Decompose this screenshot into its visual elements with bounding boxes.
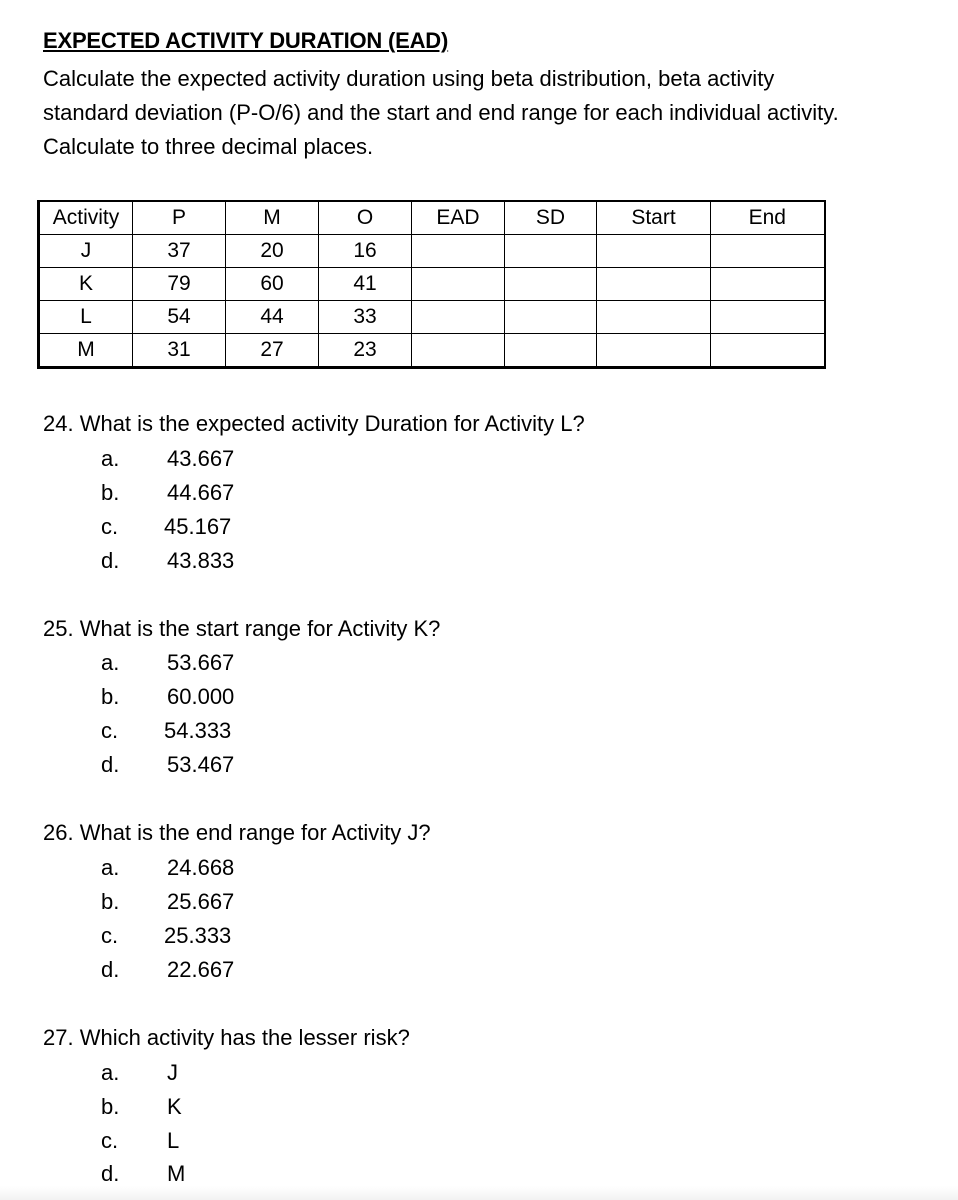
option-value: L — [167, 1128, 180, 1153]
question-text: 25. What is the start range for Activity K? — [43, 616, 441, 641]
table-cell — [711, 268, 825, 301]
option-value: 25.333 — [164, 923, 232, 948]
table-cell — [412, 301, 505, 334]
option-letter: b. — [101, 1094, 120, 1119]
option-letter: d. — [101, 957, 120, 982]
table-row — [39, 334, 825, 368]
option-value: 24.668 — [167, 855, 235, 880]
option-letter: c. — [101, 1128, 119, 1153]
table-cell — [505, 268, 597, 301]
table-cell: 60 — [226, 268, 319, 301]
table-cell: 79 — [133, 268, 226, 301]
option-letter: d. — [101, 752, 120, 777]
option-letter: b. — [101, 684, 120, 709]
instructions-paragraph: Calculate the expected activity duration using beta distribution, beta activity standard deviation (P-O/6) and the start and end range for each individual activity. Calculate to three decimal places. — [43, 66, 839, 159]
table-cell: J — [39, 235, 133, 268]
question-text: 27. Which activity has the lesser risk? — [43, 1025, 410, 1050]
table-cell — [597, 235, 711, 268]
table-cell — [505, 334, 597, 368]
table-cell: 20 — [226, 235, 319, 268]
option-value: 53.667 — [167, 650, 235, 675]
option-value: 25.667 — [167, 889, 235, 914]
table-header-row — [39, 201, 825, 235]
option-letter: c. — [101, 923, 119, 948]
document-title: EXPECTED ACTIVITY DURATION (EAD) — [43, 28, 449, 53]
activity-table — [37, 200, 826, 369]
table-cell: M — [39, 334, 133, 368]
table-cell: 27 — [226, 334, 319, 368]
table-cell: K — [39, 268, 133, 301]
column-header: M — [226, 201, 319, 235]
table-cell: 16 — [319, 235, 412, 268]
option-letter: b. — [101, 480, 120, 505]
column-header: Start — [597, 201, 711, 235]
column-header: SD — [505, 201, 597, 235]
option-value: 43.667 — [167, 446, 235, 471]
option-value: 43.833 — [167, 548, 235, 573]
table-row — [39, 268, 825, 301]
table-cell: 33 — [319, 301, 412, 334]
table-cell — [597, 334, 711, 368]
table-cell: 54 — [133, 301, 226, 334]
option-letter: a. — [101, 446, 120, 471]
option-letter: a. — [101, 855, 120, 880]
column-header: Activity — [39, 201, 133, 235]
option-letter: b. — [101, 889, 120, 914]
option-value: 45.167 — [164, 514, 232, 539]
table-cell — [597, 268, 711, 301]
column-header: O — [319, 201, 412, 235]
table-cell: L — [39, 301, 133, 334]
question-text: 24. What is the expected activity Duration for Activity L? — [43, 411, 585, 436]
option-value: 44.667 — [167, 480, 235, 505]
table-cell — [711, 334, 825, 368]
table-cell — [412, 268, 505, 301]
option-value: 60.000 — [167, 684, 235, 709]
option-letter: d. — [101, 1161, 120, 1186]
option-letter: d. — [101, 548, 120, 573]
table-row — [39, 301, 825, 334]
question-text: 26. What is the end range for Activity J? — [43, 820, 431, 845]
table-cell — [597, 301, 711, 334]
table-cell: 44 — [226, 301, 319, 334]
table-cell — [412, 235, 505, 268]
table-cell: 41 — [319, 268, 412, 301]
table-cell: 37 — [133, 235, 226, 268]
option-value: J — [167, 1060, 178, 1085]
option-letter: c. — [101, 514, 119, 539]
option-value: 22.667 — [167, 957, 235, 982]
table-cell — [505, 235, 597, 268]
option-value: M — [167, 1161, 186, 1186]
option-letter: c. — [101, 718, 119, 743]
option-value: 53.467 — [167, 752, 235, 777]
table-row — [39, 235, 825, 268]
column-header: EAD — [412, 201, 505, 235]
option-value: K — [167, 1094, 182, 1119]
option-value: 54.333 — [164, 718, 232, 743]
column-header: P — [133, 201, 226, 235]
table-cell: 23 — [319, 334, 412, 368]
table-cell — [711, 235, 825, 268]
page-bottom-shade — [0, 1186, 958, 1200]
table-cell — [505, 301, 597, 334]
column-header: End — [711, 201, 825, 235]
table-cell — [711, 301, 825, 334]
table-cell: 31 — [133, 334, 226, 368]
table-cell — [412, 334, 505, 368]
option-letter: a. — [101, 1060, 120, 1085]
option-letter: a. — [101, 650, 120, 675]
